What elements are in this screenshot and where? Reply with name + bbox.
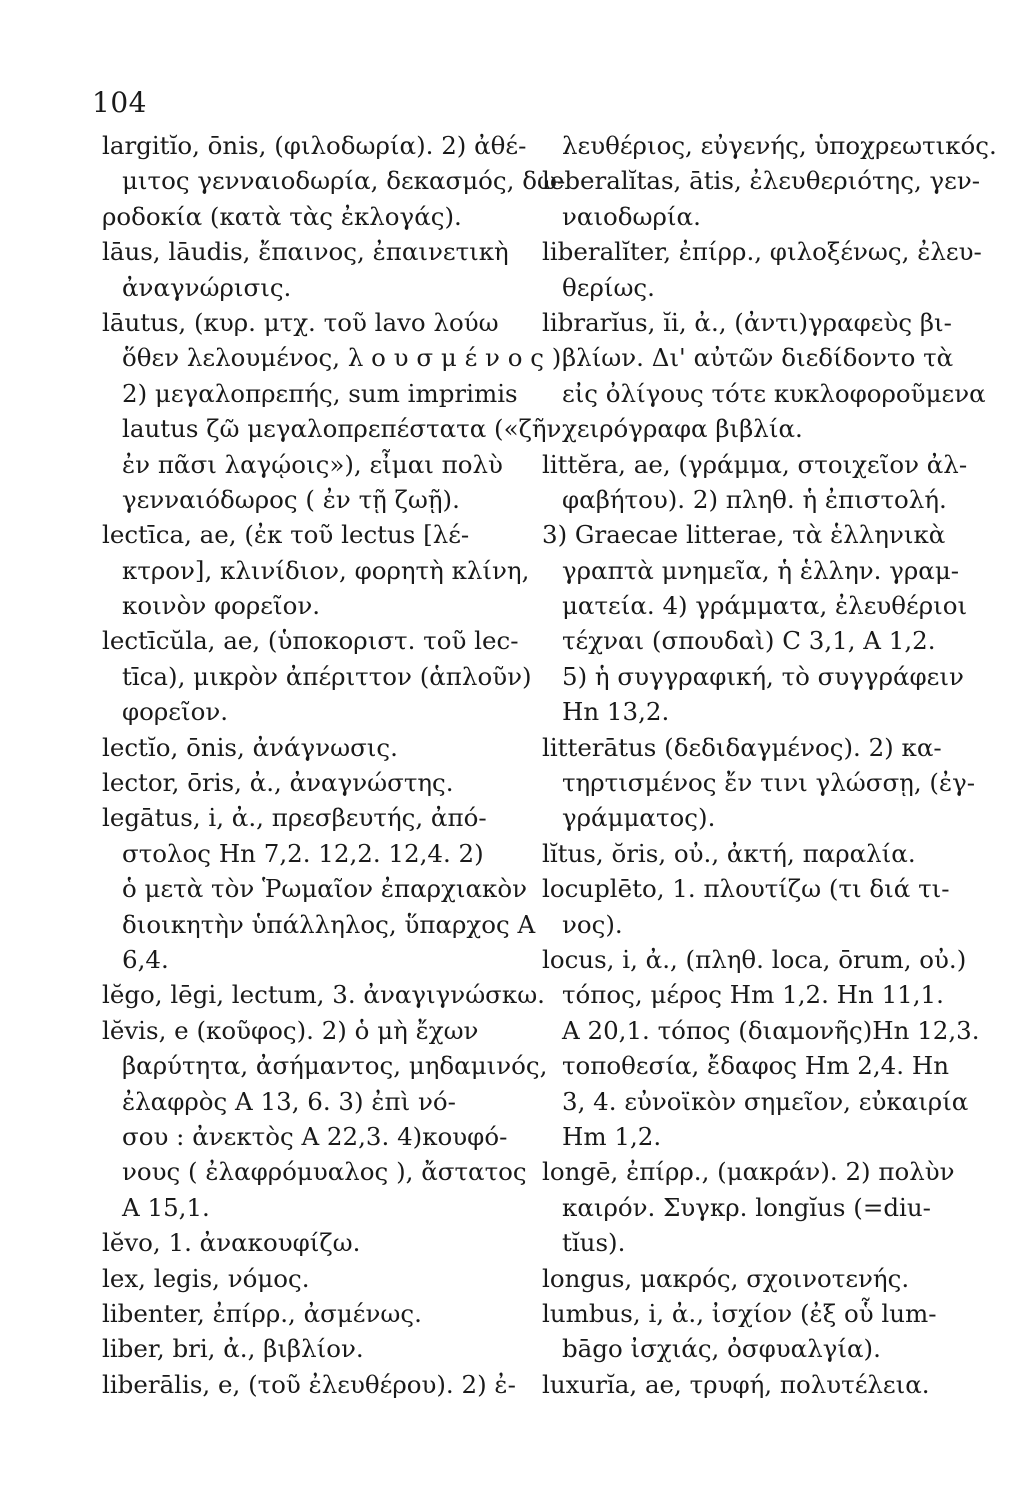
dictionary-line: lāutus, (κυρ. μτχ. τοῦ lavo λούω (102, 307, 499, 337)
dictionary-line: lĕvo, 1. ἀνακουφίζω. (102, 1228, 361, 1258)
dictionary-line: γενναιόδωρος ( ἐν τῇ ζωῇ). (122, 484, 460, 514)
dictionary-line: βαρύτητα, ἀσήμαντος, μηδαμινός, (122, 1051, 548, 1081)
dictionary-line: νους ( ἐλαφρόμυαλος ), ἄστατος (122, 1157, 527, 1187)
dictionary-line: νος). (562, 909, 623, 939)
dictionary-line: leberalĭtas, ātis, ἐλευθεριότης, γεν- (542, 166, 981, 196)
dictionary-line: liberālis, e, (τοῦ ἐλευθέρου). 2) ἐ- (102, 1369, 516, 1399)
dictionary-line: διοικητὴν ὑπάλληλος, ὕπαρχος A (122, 909, 536, 939)
dictionary-line: θερίως. (562, 272, 655, 302)
dictionary-line: tĭus). (562, 1228, 626, 1258)
dictionary-line: κτρον], κλινίδιον, φορητὴ κλίνη, (122, 555, 530, 585)
left-column (102, 128, 570, 1402)
page-number: 104 (92, 86, 147, 119)
dictionary-line: εἰς ὀλίγους τότε κυκλοφοροῦμενα (562, 378, 986, 408)
dictionary-line: ροδοκία (κατὰ τὰς ἐκλογάς). (102, 201, 462, 231)
dictionary-line: librarĭus, ĭi, ἀ., (ἀντι)γραφεὺς βι- (542, 307, 952, 337)
dictionary-line: τέχναι (σπουδαὶ) C 3,1, A 1,2. (562, 626, 936, 656)
dictionary-line: lāus, lāudis, ἔπαινος, ἐπαινετικὴ (102, 237, 509, 267)
dictionary-line: λευθέριος, εὐγενής, ὑποχρεωτικός. (562, 131, 997, 160)
dictionary-line: ἐν πᾶσι λαγῴοις»), εἶμαι πολὺ (122, 449, 503, 479)
dictionary-line: lector, ōris, ἀ., ἀναγνώστης. (102, 768, 454, 798)
dictionary-line: liberalĭter, ἐπίρρ., φιλοξένως, ἐλευ- (542, 237, 982, 267)
dictionary-line: κοινὸν φορεῖον. (122, 591, 321, 621)
dictionary-line: lĕgo, lēgi, lectum, 3. ἀναγιγνώσκω. (102, 980, 545, 1010)
dictionary-line: τοποθεσία, ἔδαφος Hm 2,4. Hn (562, 1051, 949, 1081)
dictionary-line: A 20,1. τόπος (διαμονῆς)Hn 12,3. (562, 1015, 980, 1045)
dictionary-line: 6,4. (122, 944, 169, 974)
dictionary-line: lĕvis, e (κοῦφος). 2) ὁ μὴ ἔχων (102, 1015, 479, 1045)
dictionary-line: γραπτὰ μνημεῖα, ἡ ἑλλην. γραμ- (562, 555, 960, 585)
dictionary-line: φαβήτου). 2) πληθ. ἡ ἐπιστολή. (562, 484, 947, 514)
dictionary-line: στολος Hn 7,2. 12,2. 12,4. 2) (122, 838, 484, 868)
dictionary-line: bāgo ἰσχιάς, ὀσφυαλγία). (562, 1334, 881, 1364)
dictionary-line: Hn 13,2. (562, 697, 670, 727)
dictionary-line: lumbus, i, ἀ., ἰσχίον (ἐξ οὗ lum- (542, 1298, 937, 1328)
dictionary-line: locuplēto, 1. πλουτίζω (τι διά τι- (542, 874, 950, 904)
dictionary-line: largitĭo, ōnis, (φιλοδωρία). 2) ἀθέ- (102, 131, 527, 160)
dictionary-line: ὁ μετὰ τὸν Ῥωμαῖον ἐπαρχιακὸν (122, 874, 528, 904)
dictionary-line: littĕra, ae, (γράμμα, στοιχεῖον ἀλ- (542, 449, 968, 479)
dictionary-line: τόπος, μέρος Hm 1,2. Hn 11,1. (562, 980, 944, 1010)
dictionary-line: φορεῖον. (122, 697, 229, 727)
dictionary-line: μιτος γενναιοδωρία, δεκασμός, δω- (122, 166, 566, 196)
dictionary-line: χειρόγραφα βιβλία. (562, 414, 803, 444)
dictionary-line: legātus, i, ἀ., πρεσβευτής, ἀπό- (102, 803, 487, 833)
dictionary-line: lĭtus, ŏris, οὐ., ἀκτή, παραλία. (542, 838, 916, 868)
dictionary-line: ματεία. 4) γράμματα, ἐλευθέριοι (562, 591, 968, 621)
dictionary-line: liber, bri, ἀ., βιβλίον. (102, 1334, 364, 1364)
dictionary-line: σου : ἀνεκτὸς A 22,3. 4)κουφό- (122, 1121, 508, 1151)
dictionary-line: καιρόν. Συγκρ. longĭus (=diu- (562, 1192, 931, 1222)
dictionary-line: lectīcŭla, ae, (ὑποκοριστ. τοῦ lec- (102, 626, 519, 656)
dictionary-line: tīca), μικρὸν ἀπέριττον (ἁπλοῦν) (122, 661, 532, 691)
dictionary-line: ἀναγνώρισις. (122, 272, 292, 302)
dictionary-line: libenter, ἐπίρρ., ἀσμένως. (102, 1298, 422, 1328)
dictionary-line: litterātus (δεδιδαγμένος). 2) κα- (542, 732, 942, 762)
dictionary-line: 5) ἡ συγγραφική, τὸ συγγράφειν (562, 661, 964, 691)
dictionary-line: ἐλαφρὸς A 13, 6. 3) ἐπὶ νό- (122, 1086, 456, 1116)
dictionary-line: longus, μακρός, σχοινοτενής. (542, 1263, 910, 1293)
dictionary-line: 3, 4. εὐνοϊκὸν σημεῖον, εὐκαιρία (562, 1086, 969, 1116)
dictionary-line: τηρτισμένος ἔν τινι γλώσσῃ, (ἐγ- (562, 768, 976, 798)
dictionary-line: locus, i, ἀ., (πληθ. loca, ōrum, οὐ.) (542, 944, 967, 974)
dictionary-line: βλίων. Δι' αὐτῶν διεδίδοντο τὰ (562, 343, 954, 373)
dictionary-line: longē, ἐπίρρ., (μακράν). 2) πολὺν (542, 1157, 955, 1187)
dictionary-line: lex, legis, νόμος. (102, 1263, 310, 1293)
dictionary-line: Hm 1,2. (562, 1121, 662, 1151)
dictionary-line: lectīca, ae, (ἐκ τοῦ lectus [λέ- (102, 520, 470, 550)
dictionary-line: ὅθεν λελουμένος, λ ο υ σ μ έ ν ο ς ). (122, 343, 570, 373)
dictionary-line: lautus ζῶ μεγαλοπρεπέστατα («ζῆν (122, 414, 562, 444)
dictionary-line: ναιοδωρία. (562, 201, 701, 231)
dictionary-line: 3) Graecae litterae, τὰ ἑλληνικὰ (542, 520, 946, 550)
dictionary-line: A 15,1. (122, 1192, 210, 1222)
right-column (542, 128, 997, 1402)
dictionary-line: luxurĭa, ae, τρυφή, πολυτέλεια. (542, 1369, 930, 1399)
dictionary-line: lectĭo, ōnis, ἀνάγνωσις. (102, 732, 398, 762)
dictionary-line: 2) μεγαλοπρεπής, sum imprimis (122, 378, 518, 408)
dictionary-line: γράμματος). (562, 803, 716, 833)
